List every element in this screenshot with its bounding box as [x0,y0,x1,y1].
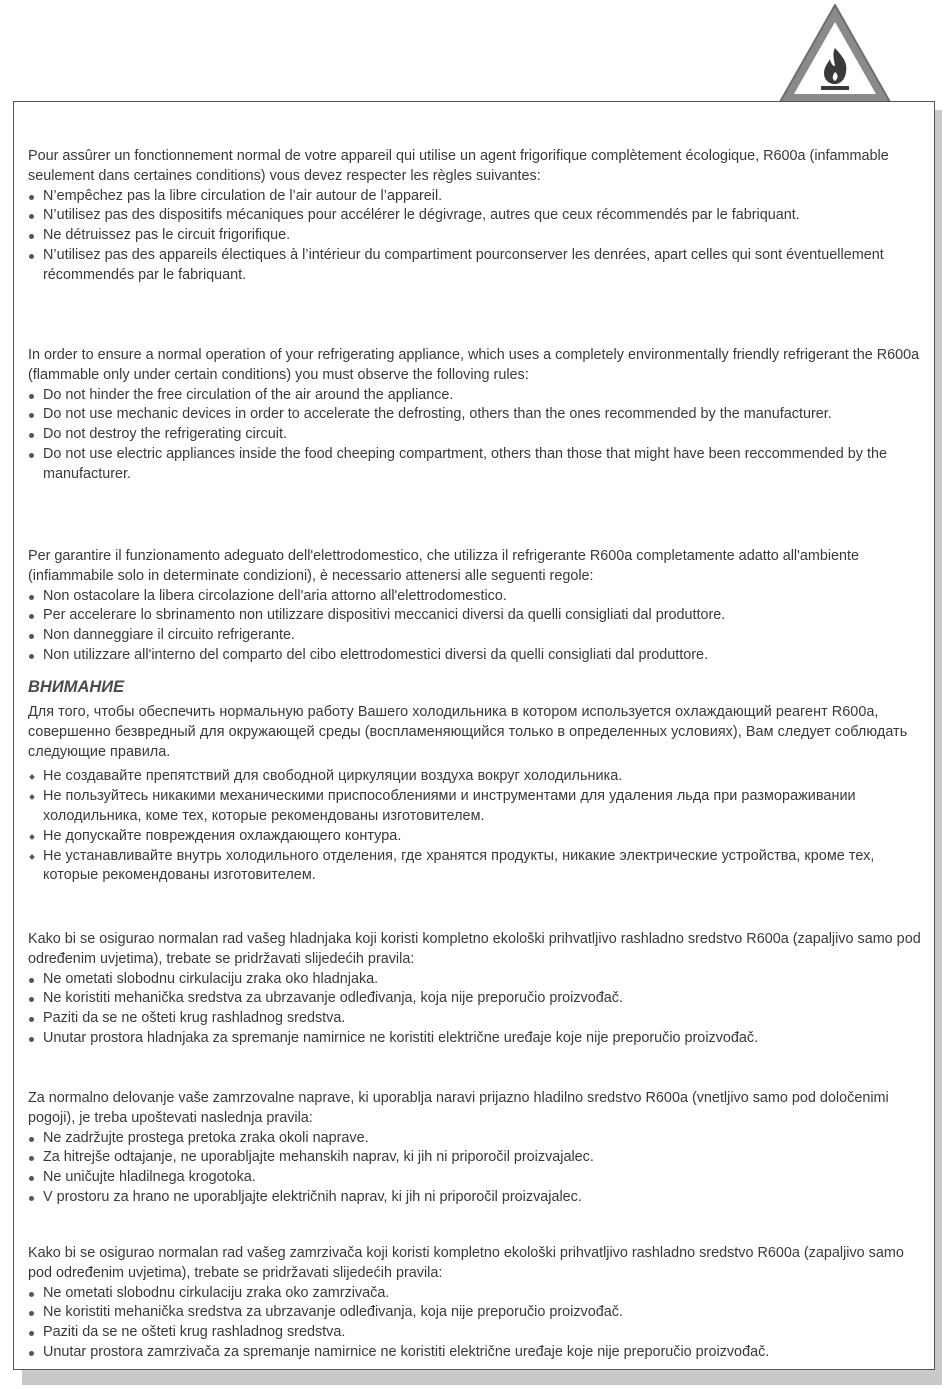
rule-item: V prostoru za hrano ne uporabljajte električnih naprav, ki jih ni priporočil proizvajalec. [28,1188,926,1208]
section-slovenian [28,1089,926,1208]
section-croatian-freezer [28,1244,926,1363]
section-title: ВНИМАНИЕ [28,678,125,696]
rule-item: Paziti da se ne ošteti krug rashladnog sredstva. [28,1323,926,1343]
section-italian [28,547,926,666]
rule-item: Non ostacolare la libera circolazione dell'aria attorno all'elettrodomestico. [28,587,926,607]
rule-item: Ne uničujte hladilnega krogotoka. [28,1168,926,1188]
rules-list [28,187,926,286]
rule-item: Do not hinder the free circulation of the air around the appliance. [28,386,926,406]
section-intro: Kako bi se osigurao normalan rad vašeg zamrzivača koji koristi kompletno ekološki prihvatljivo rashladno sredstvo R600a (zapaljivo samo pod određenim uvjetima), trebate se pridržavati slijedećih pravila: [28,1245,904,1281]
rule-item: Do not destroy the refrigerating circuit. [28,425,926,445]
rules-list [28,386,926,485]
rule-item: N’utilisez pas des appareils électiques à l’intérieur du compartiment pourconserver les denrées, apart celles qui sont éventuellement récommendés par le fabriquant. [28,246,926,286]
rule-item: Не устанавливайте внутрь холодильного отделения, где хранятся продукты, никакие электрические устройства, кроме тех, которые рекомендованы изготовителем. [28,847,926,887]
rules-list [28,767,926,886]
rules-list [28,587,926,666]
rule-item: N’utilisez pas des dispositifs mécaniques pour accélérer le dégivrage, autres que ceux récommendés par le fabriquant. [28,206,926,226]
rule-item: Ne ometati slobodnu cirkulaciju zraka oko hladnjaka. [28,970,926,990]
rule-item: Paziti da se ne ošteti krug rashladnog sredstva. [28,1009,926,1029]
rule-item: Ne détruissez pas le circuit frigorifique. [28,226,926,246]
rule-item: Non danneggiare il circuito refrigerante. [28,626,926,646]
section-intro: Pour assûrer un fonctionnement normal de votre appareil qui utilise un agent frigorifique complètement écologique, R600a (infammable seulement dans certaines conditions) vous devez respecter les règles suivantes: [28,148,889,184]
rule-item: Per accelerare lo sbrinamento non utilizzare dispositivi meccanici diversi da quelli consigliati dal produttore. [28,606,926,626]
rule-item: Do not use mechanic devices in order to accelerate the defrosting, others than the ones recommended by the manufacturer. [28,405,926,425]
rule-item: Do not use electric appliances inside the food cheeping compartment, others than those that might have been reccommended by the manufacturer. [28,445,926,485]
rule-item: Unutar prostora zamrzivača za spremanje namirnice ne koristiti električne uređaje koje nije preporučio proizvođač. [28,1343,926,1363]
rule-item: Unutar prostora hladnjaka za spremanje namirnice ne koristiti električne uređaje koje nije preporučio proizvođač. [28,1029,926,1049]
rule-item: Не допускайте повреждения охлаждающего контура. [28,827,926,847]
section-intro: Для того, чтобы обеспечить нормальную работу Вашего холодильника в котором используется охлаждающий реагент R600a, совершенно безвредный для окружающей среды (воспламеняющийся только в определенных условиях), Вам следует соблюдать следующие правила. [28,704,908,760]
section-intro: In order to ensure a normal operation of your refrigerating appliance, which uses a completely environmentally friendly refrigerant the R600a (flammable only under certain conditions) you must observe the folloving rules: [28,347,920,383]
rule-item: Za hitrejše odtajanje, ne uporabljajte mehanskih naprav, ki jih ni priporočil proizvajalec. [28,1148,926,1168]
rule-item: Не создавайте препятствий для свободной циркуляции воздуха вокруг холодильника. [28,767,926,787]
section-french [28,147,926,286]
rule-item: Не пользуйтесь никакими механическими приспособлениями и инструментами для удаления льда при размораживании холодильника, коме тех, которые рекомендованы изготовителем. [28,787,926,827]
rules-list [28,1129,926,1208]
section-english [28,346,926,485]
rules-list [28,1284,926,1363]
rule-item: Ne zadržujte prostega pretoka zraka okoli naprave. [28,1129,926,1149]
section-croatian-fridge [28,930,926,1049]
rule-item: Ne koristiti mehanička sredstva za ubrzavanje odleđivanja, koja nije preporučio proizvođač. [28,1303,926,1323]
section-russian [28,676,926,886]
section-intro: Kako bi se osigurao normalan rad vašeg hladnjaka koji koristi kompletno ekološki prihvatljivo rashladno sredstvo R600a (zapaljivo samo pod određenim uvjetima), trebate se pridržavati slijedećih pravila: [28,931,921,967]
rule-item: Ne koristiti mehanička sredstva za ubrzavanje odleđivanja, koja nije preporučio proizvođač. [28,989,926,1009]
rule-item: Non utilizzare all'interno del comparto del cibo elettrodomestici diversi da quelli consigliati dal produttore. [28,646,926,666]
rules-list [28,970,926,1049]
section-intro: Za normalno delovanje vaše zamrzovalne naprave, ki uporablja naravi prijazno hladilno sredstvo R600a (vnetljivo samo pod določenimi pogoji), je treba upoštevati naslednja pravila: [28,1090,889,1126]
rule-item: Ne ometati slobodnu cirkulaciju zraka oko zamrzivača. [28,1284,926,1304]
rule-item: N’empêchez pas la libre circulation de l’air autour de l’appareil. [28,187,926,207]
section-intro: Per garantire il funzionamento adeguato dell'elettrodomestico, che utilizza il refrigerante R600a completamente adatto all'ambiente (infiammabile solo in determinate condizioni), è necessario attenersi alle seguenti regole: [28,548,860,584]
flammable-warning-icon [776,2,894,106]
